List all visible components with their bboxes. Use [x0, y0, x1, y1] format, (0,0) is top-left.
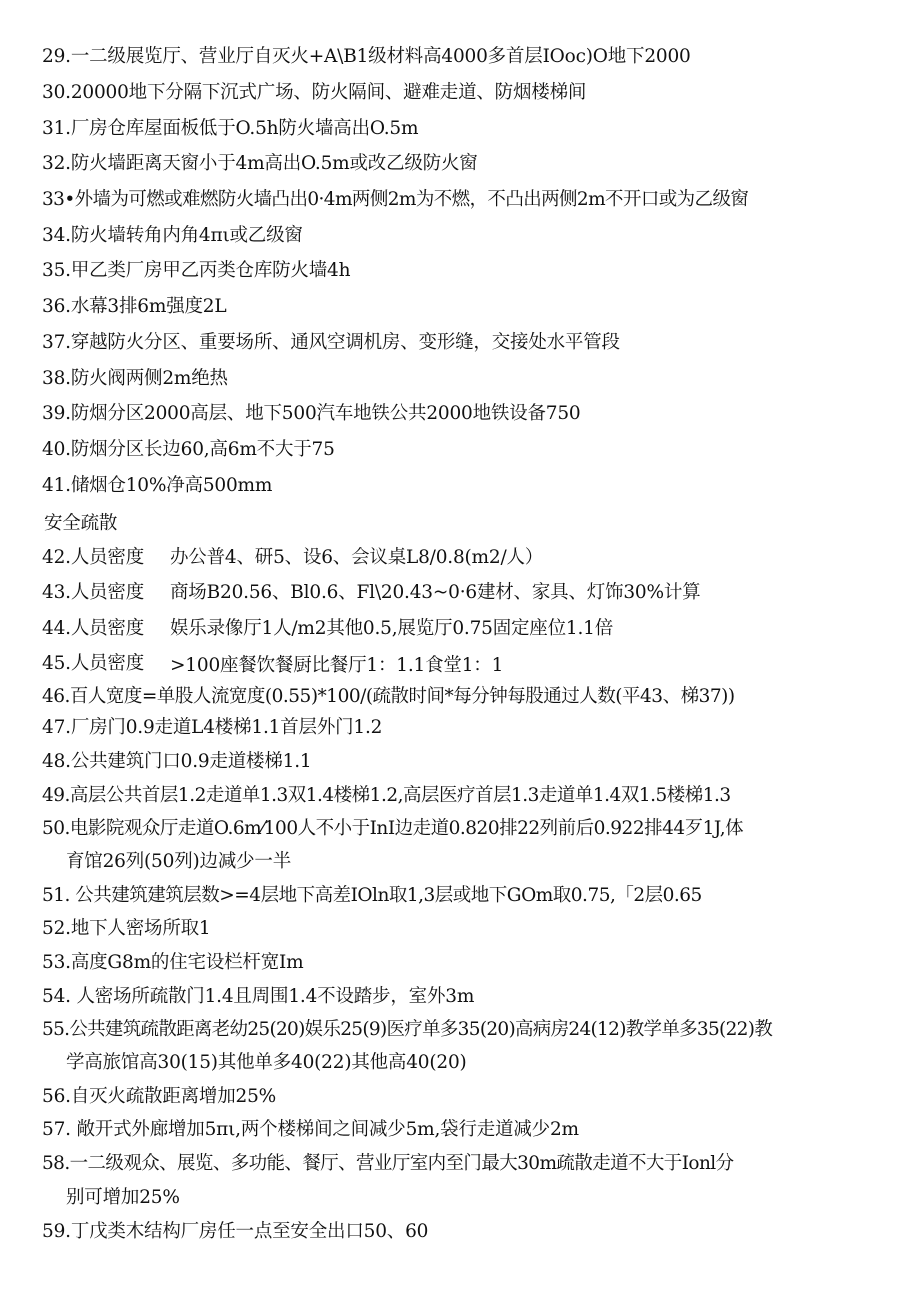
- item-40: 40.防烟分区长边60,高6m不大于75: [42, 439, 335, 460]
- item-39: 39.防烟分区2000高层、地下500汽车地铁公共2000地铁设备750: [42, 403, 581, 424]
- item-45: [42, 653, 503, 677]
- item-34: 34.防火墙转角内角4πι或乙级窗: [42, 225, 303, 246]
- item-55: 55.公共建筑疏散距离老幼25(20)娱乐25(9)医疗单多35(20)高病房24(12)教学单多35(22)教: [42, 1019, 773, 1040]
- item-49: 49.高层公共首层1.2走道单1.3双1.4楼梯1.2,高层医疗首层1.3走道单1.4双1.5楼梯1.3: [42, 785, 731, 806]
- item-42: [42, 547, 543, 569]
- item-57: 57. 敞开式外廊增加5πι,两个楼梯间之间减少5m,袋行走道减少2m: [42, 1119, 579, 1140]
- item-31: 31.厂房仓库屋面板低于O.5h防火墙高出O.5m: [42, 118, 419, 139]
- item-33: 33•外墙为可燃或难燃防火墙凸出0·4m两侧2m为不燃，不凸出两侧2m不开口或为乙级窗: [42, 189, 749, 210]
- item-38: 38.防火阀两侧2m绝热: [42, 368, 228, 389]
- density-text: 商场B20.56、Bl0.6、Fl\20.43~0·6建材、家具、灯饰30%计算: [170, 582, 701, 603]
- item-53: 53.高度G8m的住宅设栏杆宽Im: [42, 952, 304, 973]
- item-52: 52.地下人密场所取1: [42, 918, 211, 939]
- density-label: 44.人员密度: [42, 618, 145, 639]
- item-36: 36.水幕3排6m强度2L: [42, 296, 227, 317]
- item-32: 32.防火墙距离天窗小于4m高出O.5m或改乙级防火窗: [42, 153, 478, 174]
- density-label: 42.人员密度: [42, 547, 145, 568]
- item-29: 29.一二级展览厅、营业厅自灭火+A\B1级材料高4000多首层IOoc)O地下2000: [42, 46, 691, 67]
- item-59: 59.丁戊类木结构厂房任一点至安全出口50、60: [42, 1221, 429, 1242]
- density-label: 43.人员密度: [42, 582, 145, 603]
- item-54: 54. 人密场所疏散门1.4且周围1.4不设踏步，室外3m: [42, 986, 475, 1007]
- density-label: 45.人员密度: [42, 653, 145, 671]
- item-30: 30.20000地下分隔下沉式广场、防火隔间、避难走道、防烟楼梯间: [42, 82, 587, 103]
- item-55-cont: 学高旅馆高30(15)其他单多40(22)其他高40(20): [66, 1052, 467, 1073]
- density-text: 娱乐录像厅1人/m2其他0.5,展览厅0.75固定座位1.1倍: [170, 618, 614, 639]
- item-50: 50.电影院观众厅走道O.6m⁄100人不小于InI边走道0.820排22列前后0.922排44歹1J,体: [42, 818, 744, 839]
- item-56: 56.自灭火疏散距离增加25%: [42, 1086, 277, 1107]
- item-58: 58.一二级观众、展览、多功能、餐厅、营业厅室内至门最大30m疏散走道不大于Ionl分: [42, 1153, 734, 1174]
- item-37: 37.穿越防火分区、重要场所、通风空调机房、变形缝，交接处水平管段: [42, 332, 620, 353]
- item-50-cont: 育馆26列(50列)边减少一半: [66, 851, 292, 872]
- item-48: 48.公共建筑门口0.9走道楼梯1.1: [42, 751, 312, 772]
- item-44: [42, 618, 613, 640]
- item-41: 41.储烟仓10%净高500mm: [42, 475, 273, 496]
- item-47: 47.厂房门0.9走道L4楼梯1.1首层外门1.2: [42, 717, 383, 738]
- density-text: >100座餐饮餐厨比餐厅1：1.1食堂1：1: [170, 655, 504, 676]
- section-title: 安全疏散: [44, 513, 118, 534]
- item-58-cont: 别可增加25%: [66, 1187, 180, 1208]
- item-46: 46.百人宽度=单股人流宽度(0.55)*100/(疏散时间*每分钟每股通过人数(平43、梯37)): [42, 686, 735, 707]
- item-35: 35.甲乙类厂房甲乙丙类仓库防火墙4h: [42, 260, 351, 281]
- item-43: [42, 582, 700, 604]
- density-text: 办公普4、研5、设6、会议桌L8/0.8(m2/人）: [170, 547, 544, 568]
- item-51: 51. 公共建筑建筑层数>=4层地下高差IOln取1,3层或地下GOm取0.75,「2层0.65: [42, 885, 702, 906]
